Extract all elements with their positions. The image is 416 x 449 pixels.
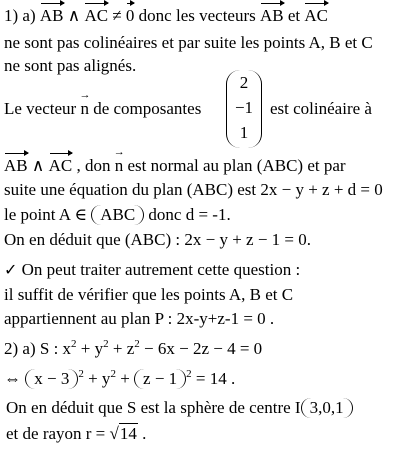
radius-value: 14 bbox=[119, 424, 137, 443]
line-8: On en déduit que (ABC) : 2x − y + z − 1 = 0. bbox=[4, 230, 312, 249]
vector-ab: AB bbox=[4, 156, 28, 175]
line-6 bbox=[4, 180, 383, 200]
line-1 bbox=[4, 6, 328, 26]
vector-ac: AC bbox=[304, 6, 329, 25]
center-label: I bbox=[294, 398, 301, 417]
vector-ac: AC bbox=[84, 6, 109, 25]
sphere-equation-d: − 6x − 2z − 4 = 0 bbox=[139, 339, 263, 358]
cross-product-symbol: ∧ bbox=[31, 156, 45, 175]
exponent: 2 bbox=[78, 368, 84, 380]
matrix-entry: −1 bbox=[234, 98, 254, 117]
vector-components-matrix bbox=[226, 70, 262, 148]
plane-equation: 2x − y + z + d = 0 bbox=[260, 180, 383, 199]
exponent: 2 bbox=[71, 338, 77, 350]
vector-n: → n bbox=[115, 156, 124, 176]
line-15-period: . bbox=[142, 424, 147, 443]
equals-14: = 14 . bbox=[191, 369, 236, 388]
line-4-text-a: Le vecteur bbox=[4, 99, 77, 118]
line-9 bbox=[4, 260, 300, 280]
line-11: appartiennent au plan P : 2x-y+z-1 = 0 . bbox=[4, 309, 275, 328]
center-coordinates: 3,0,1 bbox=[301, 398, 353, 418]
vector-ab: AB bbox=[260, 6, 284, 25]
vector-ab: AB bbox=[39, 6, 64, 25]
line-10: il suffit de vérifier que les points A, B et C bbox=[4, 285, 294, 304]
line-7-text-a: le point A ∈ bbox=[4, 205, 87, 224]
plus-symbol: + bbox=[115, 369, 135, 388]
line-14-text: On en déduit que S est la sphère de centre bbox=[6, 398, 291, 417]
line-7-text-b: donc d = -1. bbox=[148, 205, 231, 224]
line-13 bbox=[4, 369, 235, 389]
vector-ac: AC bbox=[48, 156, 73, 175]
exponent: 2 bbox=[186, 368, 192, 380]
not-equal-symbol: ≠ bbox=[112, 6, 122, 25]
line-5-text-a: , don bbox=[76, 156, 111, 175]
line-5 bbox=[4, 156, 346, 176]
line-1-et: et bbox=[287, 6, 301, 25]
sphere-equation-b: + y bbox=[76, 339, 104, 358]
line-14 bbox=[6, 398, 353, 418]
matrix-entry: 2 bbox=[239, 73, 249, 92]
zero-vector: 0 bbox=[125, 6, 135, 25]
line-4-text-b: de composantes bbox=[93, 99, 202, 118]
question-number: 1) a) bbox=[4, 6, 36, 25]
line-9-text: On peut traiter autrement cette question : bbox=[21, 260, 301, 279]
exponent: 2 bbox=[103, 338, 109, 350]
sphere-equation-c: + z bbox=[108, 339, 135, 358]
cross-product-symbol: ∧ bbox=[67, 6, 81, 25]
line-4-end: est colinéaire à bbox=[270, 99, 372, 118]
line-12 bbox=[4, 339, 262, 359]
line-1-text: donc les vecteurs bbox=[138, 6, 256, 25]
line-6-text: suite une équation du plan (ABC) est bbox=[4, 180, 257, 199]
exponent: 2 bbox=[134, 338, 140, 350]
line-5-text-b: est normal au plan (ABC) et par bbox=[127, 156, 346, 175]
line-4 bbox=[4, 99, 201, 119]
equivalence-symbol: ⇔ bbox=[4, 369, 21, 388]
term-x-minus-3: x − 3 bbox=[25, 369, 78, 389]
term-y: + y bbox=[83, 369, 111, 388]
check-icon: ✓ bbox=[4, 260, 18, 279]
exponent: 2 bbox=[110, 368, 116, 380]
matrix-entry: 1 bbox=[239, 123, 249, 142]
line-15-text: et de rayon r = bbox=[6, 424, 106, 443]
line-2: ne sont pas colinéaires et par suite les points A, B et C bbox=[4, 33, 373, 52]
plane-abc: ABC bbox=[91, 205, 144, 225]
line-15 bbox=[6, 424, 146, 444]
sqrt-symbol: √ bbox=[109, 424, 119, 443]
vector-n: → n bbox=[80, 99, 89, 119]
term-z-minus-1: z − 1 bbox=[134, 369, 186, 389]
sphere-equation-a: 2) a) S : x bbox=[4, 339, 72, 358]
line-7 bbox=[4, 205, 231, 225]
line-3: ne sont pas alignés. bbox=[4, 56, 137, 75]
